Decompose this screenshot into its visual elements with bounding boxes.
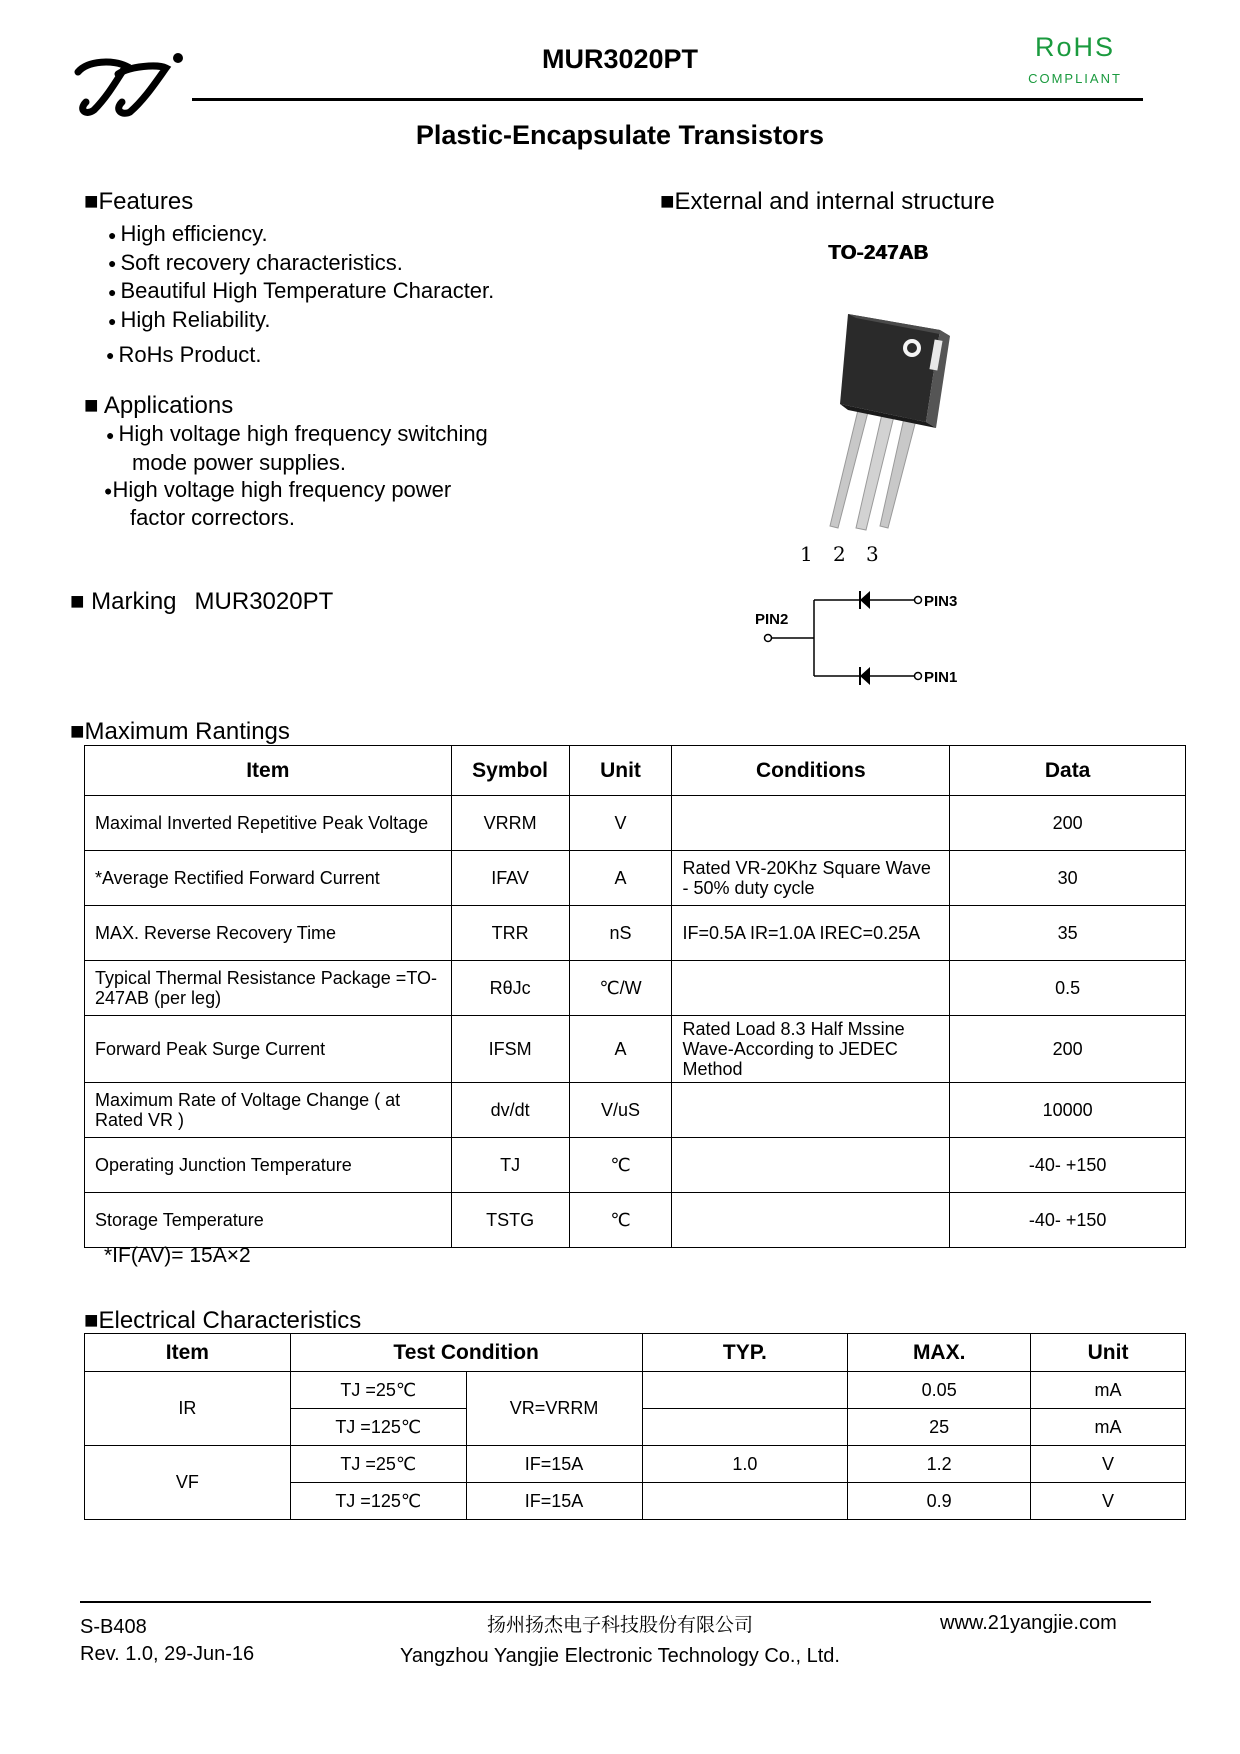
column-header: Unit [1031,1334,1186,1372]
internal-circuit-diagram [750,580,990,690]
website-link[interactable]: www.21yangjie.com [940,1612,1117,1634]
typ-cell [642,1483,848,1520]
marking-label: ■ Marking [70,588,177,615]
column-header: Unit [569,746,672,796]
item-cell: Storage Temperature [85,1193,452,1248]
max-cell: 1.2 [848,1446,1031,1483]
unit-cell: V/uS [569,1083,672,1138]
data-cell: 30 [950,851,1186,906]
table-row [85,1193,1186,1248]
unit-cell: mA [1031,1409,1186,1446]
table-row [85,1446,1186,1483]
unit-cell: V [1031,1446,1186,1483]
document-title: Plastic-Encapsulate Transistors [415,120,825,150]
unit-cell: ℃ [569,1138,672,1193]
unit-cell: V [1031,1483,1186,1520]
pin2-label: PIN2 [755,611,789,628]
symbol-cell: TJ [451,1138,569,1193]
unit-cell: mA [1031,1372,1186,1409]
revision-info: Rev. 1.0, 29-Jun-16 [80,1643,255,1665]
feature-item: ● Soft recovery characteristics. [108,249,403,275]
item-cell: Maximum Rate of Voltage Change ( at Rated VR ) [85,1083,452,1138]
features-list [108,220,494,369]
data-cell: 200 [950,1016,1186,1083]
company-name-en: Yangzhou Yangjie Electronic Technology Co., Ltd. [400,1645,840,1667]
tj-cell: TJ =25℃ [290,1446,466,1483]
table-row [85,851,1186,906]
conditions-cell [672,1193,950,1248]
unit-cell: nS [569,906,672,961]
data-cell: 0.5 [950,961,1186,1016]
max-cell: 0.05 [848,1372,1031,1409]
marking-line [70,588,333,616]
unit-cell: V [569,796,672,851]
item-cell: Forward Peak Surge Current [85,1016,452,1083]
electrical-table [84,1333,1186,1520]
item-cell: Operating Junction Temperature [85,1138,452,1193]
column-header: Data [950,746,1186,796]
feature-item: ● High efficiency. [108,221,268,246]
rohs-label: RoHS [1034,32,1116,62]
footer-divider [80,1601,1151,1603]
conditions-cell [672,1138,950,1193]
application-item: ● High voltage high frequency switching mode power supplies. [106,421,488,475]
condition-cell: IF=15A [466,1446,642,1483]
tj-cell: TJ =125℃ [290,1409,466,1446]
data-cell: 200 [950,796,1186,851]
symbol-cell: dv/dt [451,1083,569,1138]
data-cell: 10000 [950,1083,1186,1138]
max-ratings-heading: ■Maximum Rantings [70,718,290,745]
document-code: S-B408 [80,1616,147,1638]
column-header: Item [85,1334,291,1372]
pin1-label: PIN1 [924,669,958,686]
table-row [85,796,1186,851]
table-row [85,1016,1186,1083]
footnote: *IF(AV)= 15A×2 [104,1244,251,1267]
pin3-label: PIN3 [924,593,958,610]
conditions-cell: Rated Load 8.3 Half Mssine Wave-According to JEDEC Method [672,1016,950,1083]
item-cell: MAX. Reverse Recovery Time [85,906,452,961]
company-name-cn: 扬州扬杰电子科技股份有限公司 [486,1614,753,1636]
typ-cell [642,1409,848,1446]
symbol-cell: TSTG [451,1193,569,1248]
conditions-cell: IF=0.5A IR=1.0A IREC=0.25A [672,906,950,961]
condition-cell: IF=15A [466,1483,642,1520]
item-cell: Maximal Inverted Repetitive Peak Voltage [85,796,452,851]
column-header: Test Condition [290,1334,642,1372]
application-item: ●High voltage high frequency power factor correctors. [104,476,452,531]
table-row [85,1372,1186,1409]
table-row [85,961,1186,1016]
conditions-cell [672,796,950,851]
feature-item: ● High Reliability. [108,307,271,333]
table-header-row [85,1334,1186,1372]
tj-cell: TJ =25℃ [290,1372,466,1409]
column-header: MAX. [848,1334,1031,1372]
tj-cell: TJ =125℃ [290,1483,466,1520]
item-cell: Typical Thermal Resistance Package =TO-247AB (per leg) [85,961,452,1016]
structure-heading: ■External and internal structure [660,188,995,215]
item-cell: IR [85,1372,291,1446]
table-header-row [85,746,1186,796]
column-header: Conditions [672,746,950,796]
table-row [85,1083,1186,1138]
unit-cell: ℃/W [569,961,672,1016]
typ-cell: 1.0 [642,1446,848,1483]
rohs-compliance-mark [1020,32,1130,86]
data-cell: 35 [950,906,1186,961]
symbol-cell: VRRM [451,796,569,851]
table-row [85,906,1186,961]
max-cell: 0.9 [848,1483,1031,1520]
data-cell: -40- +150 [950,1193,1186,1248]
item-cell: VF [85,1446,291,1520]
condition-cell: VR=VRRM [466,1372,642,1446]
pin-number: 1 [800,542,813,566]
table-row [85,1138,1186,1193]
applications-list [106,420,488,531]
unit-cell: ℃ [569,1193,672,1248]
symbol-cell: RθJc [451,961,569,1016]
feature-item: ● RoHs Product. [106,341,262,367]
pin-number: 3 [866,542,879,566]
symbol-cell: IFAV [451,851,569,906]
rohs-compliant-label: COMPLIANT [1028,71,1122,86]
item-cell: *Average Rectified Forward Current [85,851,452,906]
features-heading: ■Features [84,188,194,215]
feature-item: ● Beautiful High Temperature Character. [108,278,495,304]
electrical-heading: ■Electrical Characteristics [84,1307,362,1334]
conditions-cell [672,961,950,1016]
max-cell: 25 [848,1409,1031,1446]
applications-heading: ■ Applications [84,392,234,419]
part-number-title: MUR3020PT [541,44,699,74]
data-cell: -40- +150 [950,1138,1186,1193]
pin-number: 2 [833,542,846,566]
column-header: TYP. [642,1334,848,1372]
marking-value: MUR3020PT [194,588,334,615]
unit-cell: A [569,1016,672,1083]
column-header: Item [85,746,452,796]
to247-package-image [800,300,1000,540]
conditions-cell: Rated VR-20Khz Square Wave - 50% duty cycle [672,851,950,906]
package-name: TO-247AB [828,242,929,264]
conditions-cell [672,1083,950,1138]
header-divider [192,98,1143,101]
symbol-cell: TRR [451,906,569,961]
typ-cell [642,1372,848,1409]
unit-cell: A [569,851,672,906]
max-ratings-table [84,745,1186,1248]
column-header: Symbol [451,746,569,796]
symbol-cell: IFSM [451,1016,569,1083]
